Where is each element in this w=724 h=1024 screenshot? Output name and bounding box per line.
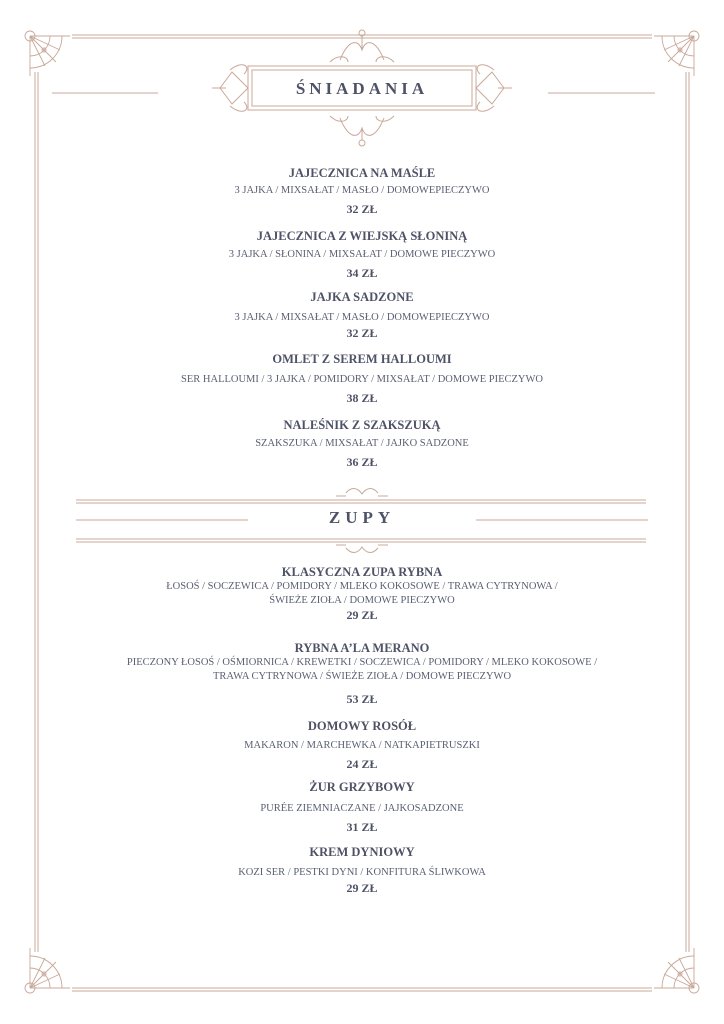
- section-title-soups: ZUPY: [328, 508, 396, 527]
- item-price: 34 ZŁ: [346, 266, 378, 280]
- item-description: SZAKSZUKA / MIXSAŁAT / JAJKO SADZONE: [255, 438, 469, 449]
- item-description: 3 JAJKA / SŁONINA / MIXSAŁAT / DOMOWE PIECZYWO: [228, 249, 496, 260]
- corner-ornament-bottom-left-icon: [25, 948, 70, 993]
- menu-item: [100, 166, 624, 217]
- item-price: 29 ZŁ: [346, 881, 378, 895]
- item-name: OMLET Z SEREM HALLOUMI: [272, 352, 452, 366]
- item-description-line2: ŚWIEŻE ZIOŁA / DOMOWE PIECZYWO: [269, 595, 455, 606]
- item-description: ŁOSOŚ / SOCZEWICA / POMIDORY / MLEKO KOKOSOWE / TRAWA CYTRYNOWA /: [166, 581, 558, 592]
- item-price: 31 ZŁ: [346, 820, 378, 834]
- item-name: JAJECZNICA Z WIEJSKĄ SŁONINĄ: [256, 229, 468, 243]
- item-name: JAJECZNICA NA MAŚLE: [288, 166, 436, 180]
- menu-item: [80, 641, 644, 707]
- item-name: KREM DYNIOWY: [309, 845, 415, 859]
- item-price: 53 ZŁ: [346, 692, 378, 706]
- item-name: RYBNA A’LA MERANO: [294, 641, 430, 655]
- item-name: JAJKA SADZONE: [310, 290, 414, 304]
- menu-item: [80, 565, 644, 623]
- item-price: 36 ZŁ: [346, 455, 378, 469]
- menu-item: [100, 352, 624, 406]
- item-description: 3 JAJKA / MIXSAŁAT / MASŁO / DOMOWEPIECZYWO: [234, 312, 490, 323]
- corner-ornament-bottom-right-icon: [654, 948, 699, 993]
- item-price: 24 ZŁ: [346, 757, 378, 771]
- menu-item: [100, 290, 624, 341]
- item-name: ŻUR GRZYBOWY: [309, 780, 415, 794]
- item-price: 38 ZŁ: [346, 391, 378, 405]
- item-name: NALEŚNIK Z SZAKSZUKĄ: [283, 418, 441, 432]
- menu-item: [100, 229, 624, 281]
- item-description-line2: TRAWA CYTRYNOWA / ŚWIEŻE ZIOŁA / DOMOWE PIECZYWO: [212, 671, 512, 682]
- item-price: 32 ZŁ: [346, 202, 378, 216]
- item-price: 29 ZŁ: [346, 608, 378, 622]
- item-price: 32 ZŁ: [346, 326, 378, 340]
- item-description: PIECZONY ŁOSOŚ / OŚMIORNICA / KREWETKI / SOCZEWICA / POMIDORY / MLEKO KOKOSOWE /: [126, 657, 598, 668]
- section-title-breakfast: ŚNIADANIA: [295, 79, 429, 98]
- menu-item: [100, 719, 624, 772]
- item-description: PURÉE ZIEMNIACZANE / JAJKOSADZONE: [260, 803, 464, 814]
- corner-ornament-top-left-icon: [25, 31, 70, 76]
- corner-ornament-top-right-icon: [654, 31, 699, 76]
- item-description: MAKARON / MARCHEWKA / NATKAPIETRUSZKI: [244, 740, 480, 751]
- menu-item: [100, 780, 624, 835]
- item-description: KOZI SER / PESTKI DYNI / KONFITURA ŚLIWKOWA: [238, 867, 486, 878]
- item-description: SER HALLOUMI / 3 JAJKA / POMIDORY / MIXSAŁAT / DOMOWE PIECZYWO: [181, 374, 543, 385]
- item-name: DOMOWY ROSÓŁ: [307, 719, 417, 733]
- item-description: 3 JAJKA / MIXSAŁAT / MASŁO / DOMOWEPIECZYWO: [234, 185, 490, 196]
- menu-item: [100, 845, 624, 896]
- item-name: KLASYCZNA ZUPA RYBNA: [281, 565, 443, 579]
- menu-item: [100, 418, 624, 470]
